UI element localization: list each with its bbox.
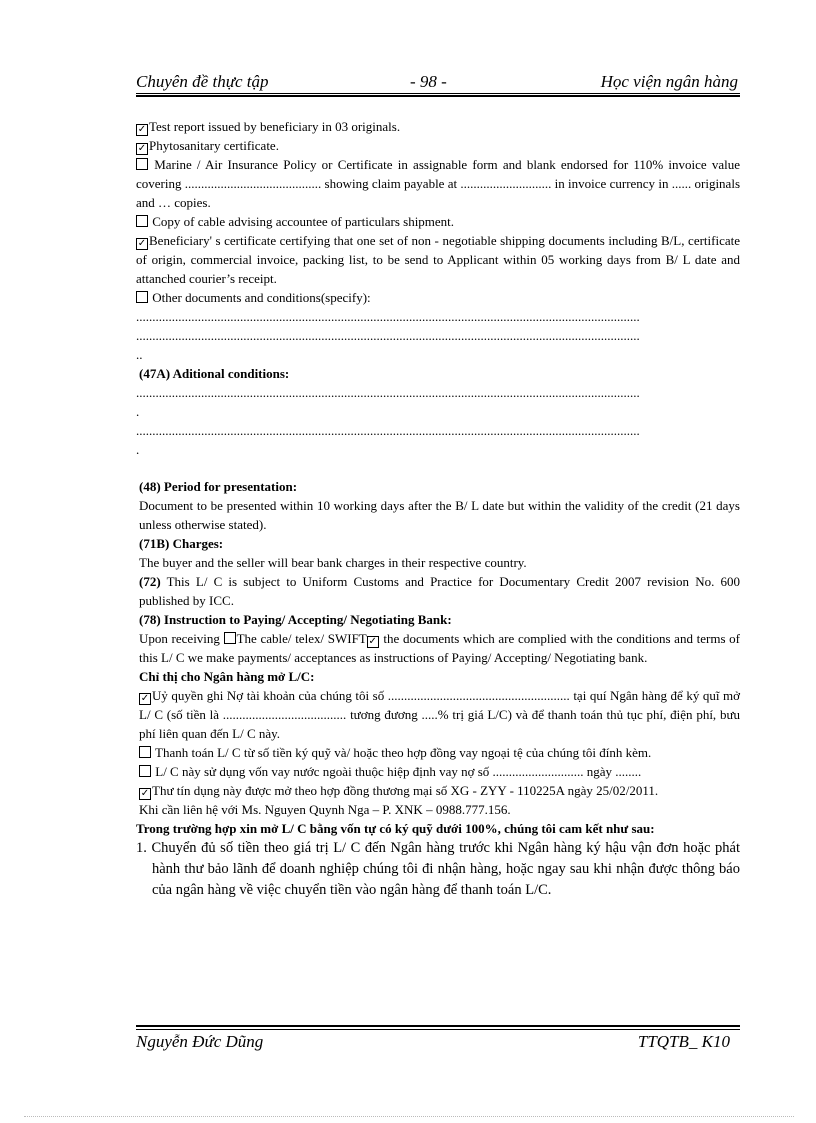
instruction-vn-1: ✓Uỷ quyền ghi Nợ tài khoản của chúng tôi số ........................................................ tại quí Ngân hàng để ký quĩ mở L/ C (số tiền là ...................................... tương đương .....% trị giá L/C) và để thanh toán thủ tục phí, điện phí, bưu phí liên quan đến L/ C này. <box>136 686 740 743</box>
checked-checkbox-icon <box>136 238 148 250</box>
section-71b-heading: (71B) Charges: <box>139 536 224 551</box>
commitment-item: 1. Chuyển đủ số tiền theo giá trị L/ C đến Ngân hàng trước khi Ngân hàng ký hậu vận đơn hoặc phát hành thư bảo lãnh để doanh nghiệp chúng tôi đi nhận hàng, hoặc ngay sau khi nhận được thông báo của ngân hàng về việc chuyển tiền vào ngân hàng để thanh toán L/C. <box>136 840 740 898</box>
section-48-text: Document to be presented within 10 working days after the B/ L date but within the validity of the credit (21 days unless otherwise stated). <box>139 498 740 532</box>
footer-author: Nguyễn Đức Dũng <box>136 1032 264 1051</box>
checked-checkbox-icon <box>367 636 379 648</box>
phytosanitary-line: ✓Phytosanitary certificate. <box>136 136 740 155</box>
footer-rule-thin <box>136 1029 740 1030</box>
commitment-heading: Trong trường hợp xin mở L/ C bằng vốn tự có ký quỹ dưới 100%, chúng tôi cam kết như sau: <box>136 821 655 836</box>
header-title-left: Chuyên đề thực tập <box>136 72 269 91</box>
dotted-fill-line: . <box>136 442 140 457</box>
other-documents-line: Other documents and conditions(specify): <box>136 288 740 307</box>
checked-checkbox-icon <box>136 143 148 155</box>
dotted-fill-line: ........................................................................................................................................................... <box>136 309 640 324</box>
instruction-vn-2: Thanh toán L/ C từ số tiền ký quỹ và/ hoặc theo hợp đồng vay ngoại tệ của chúng tôi đính kèm. <box>136 743 740 762</box>
section-48-heading: (48) Period for presentation: <box>139 479 298 494</box>
instruction-vn-4: ✓Thư tín dụng này được mở theo hợp đồng thương mại số XG - ZYY - 110225A ngày 25/02/2011. <box>136 781 740 800</box>
dotted-fill-line: .. <box>136 347 143 362</box>
beneficiary-certificate-paragraph: ✓Beneficiary' s certificate certifying that one set of non - negotiable shipping documents including B/L, certificate of origin, commercial invoice, packing list, to be send to Applicant within 05 working days from B/ L date and attanched courier’s receipt. <box>136 231 740 288</box>
section-71b-text: The buyer and the seller will bear bank charges in their respective country. <box>139 555 527 570</box>
copy-cable-line: Copy of cable advising accountee of particulars shipment. <box>136 212 740 231</box>
page-edge-dotted-line <box>24 1116 794 1117</box>
dotted-fill-line: ........................................................................................................................................................... <box>136 328 640 343</box>
section-78-heading: (78) Instruction to Paying/ Accepting/ Negotiating Bank: <box>139 612 452 627</box>
dotted-fill-line: . <box>136 404 140 419</box>
section-78-text: Upon receiving The cable/ telex/ SWIFT✓ the documents which are complied with the conditions and terms of this L/ C we make payments/ acceptances as instructions of Paying/ Accepting/ Negotiating bank. <box>136 629 740 667</box>
header-rule-thin <box>136 93 740 94</box>
section-72-paragraph: (72) This L/ C is subject to Uniform Customs and Practice for Documentary Credit 2007 revision No. 600 published by ICC. <box>139 574 741 608</box>
page-number: - 98 - <box>410 72 447 91</box>
dotted-fill-line: ........................................................................................................................................................... <box>136 423 640 438</box>
checked-checkbox-icon <box>136 124 148 136</box>
instruction-vn-3: L/ C này sử dụng vốn vay nước ngoài thuộc hiệp định vay nợ số ............................ ngày ........ <box>136 762 740 781</box>
footer-rule-thick <box>136 1025 740 1027</box>
section-47a-heading: (47A) Aditional conditions: <box>139 366 290 381</box>
empty-checkbox-icon <box>139 765 151 777</box>
empty-checkbox-icon <box>224 632 236 644</box>
header-rule-thick <box>136 95 740 97</box>
dotted-fill-line: ........................................................................................................................................................... <box>136 385 640 400</box>
document-body <box>136 117 740 901</box>
header-title-right: Học viện ngân hàng <box>600 72 738 91</box>
empty-checkbox-icon <box>136 291 148 303</box>
commitment-list <box>136 838 740 901</box>
empty-checkbox-icon <box>139 746 151 758</box>
checked-checkbox-icon <box>139 788 151 800</box>
test-report-line: ✓Test report issued by beneficiary in 03 originals. <box>136 117 740 136</box>
insurance-paragraph: Marine / Air Insurance Policy or Certificate in assignable form and blank endorsed for 110% invoice value covering .......................................... showing claim payable at ............................ in invoice currency in ...... originals and … copies. <box>136 157 741 210</box>
instruction-heading-vn: Chỉ thị cho Ngân hàng mở L/C: <box>139 669 315 684</box>
footer-class: TTQTB_ K10 <box>637 1032 730 1051</box>
page-header <box>136 70 740 92</box>
empty-checkbox-icon <box>136 215 148 227</box>
contact-line: Khi cần liên hệ với Ms. Nguyen Quynh Nga – P. XNK – 0988.777.156. <box>139 802 511 817</box>
checked-checkbox-icon <box>139 693 151 705</box>
empty-checkbox-icon <box>136 158 148 170</box>
page-footer <box>136 1032 740 1054</box>
